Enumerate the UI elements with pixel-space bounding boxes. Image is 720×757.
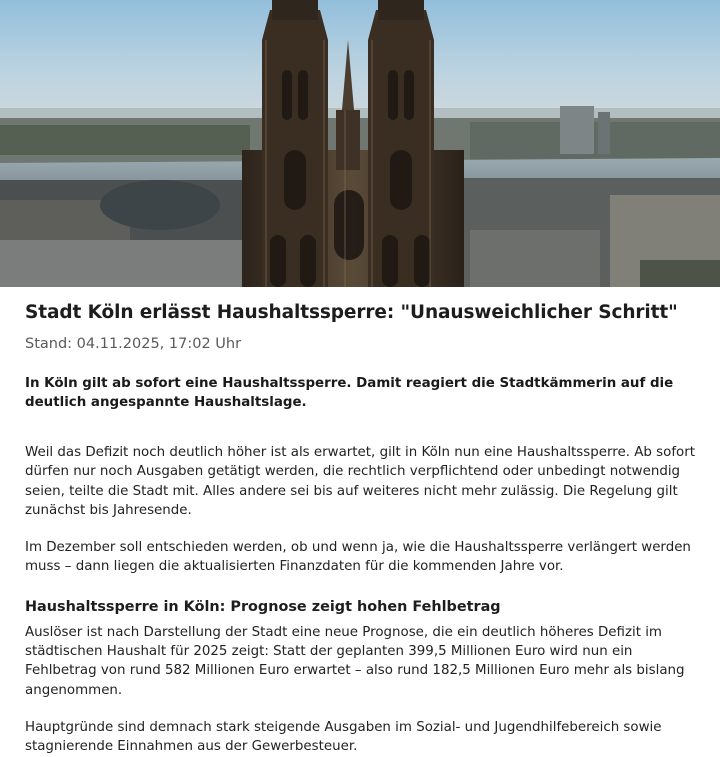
cathedral-photo-icon xyxy=(0,0,720,287)
article-paragraph: Hauptgründe sind demnach stark steigende Ausgaben im Sozial- und Jugendhilfebereich sowie stagnierende Einnahmen aus der Gewerbesteuer. xyxy=(25,719,662,755)
article xyxy=(0,301,720,757)
page-title: Stadt Köln erlässt Haushaltssperre: "Unausweichlicher Schritt" xyxy=(25,302,678,323)
hero-image xyxy=(0,0,720,287)
article-paragraph: Auslöser ist nach Darstellung der Stadt eine neue Prognose, die ein deutlich höheres Defizit im städtischen Haushalt für 2025 zeigt: Statt der geplanten 399,5 Millionen Euro wird nun ein Fehlbetrag von rund 582 Millionen Euro erwartet – also rund 182,5 Millionen Euro mehr als bislang angenommen. xyxy=(25,624,685,698)
article-lead: In Köln gilt ab sofort eine Haushaltssperre. Damit reagiert die Stadtkämmerin auf die deutlich angespannte Haushaltslage. xyxy=(25,376,674,410)
article-paragraph: Weil das Defizit noch deutlich höher ist als erwartet, gilt in Köln nun eine Haushaltssperre. Ab sofort dürfen nur noch Ausgaben getätigt werden, die rechtlich verpflichtend oder unbedingt notwendig seien, teilte die Stadt mit. Alles andere sei bis auf weiteres nicht mehr zulässig. Die Regelung gilt zunächst bis Jahresende. xyxy=(25,445,695,518)
article-paragraph: Im Dezember soll entschieden werden, ob und wenn ja, wie die Haushaltssperre verlängert werden muss – dann liegen die aktualisierten Finanzdaten für die kommenden Jahre vor. xyxy=(25,540,691,575)
timestamp: Stand: 04.11.2025, 17:02 Uhr xyxy=(25,336,242,352)
section-heading: Haushaltssperre in Köln: Prognose zeigt hohen Fehlbetrag xyxy=(25,598,501,615)
